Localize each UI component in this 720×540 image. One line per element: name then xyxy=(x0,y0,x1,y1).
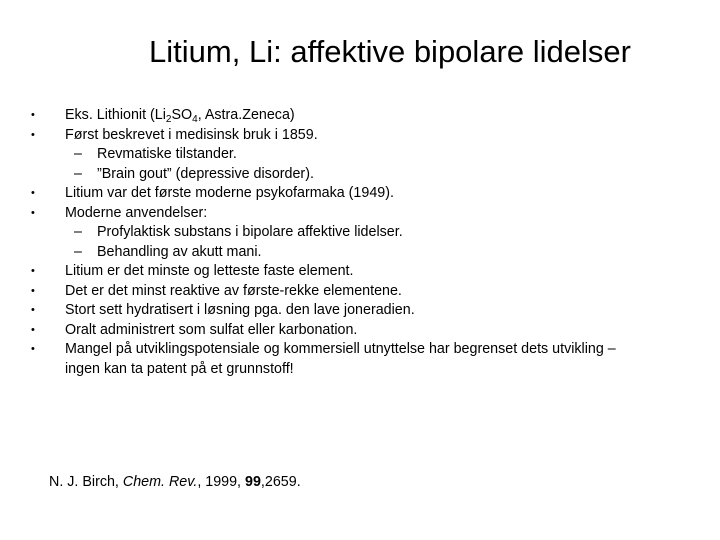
bullet-marker: • xyxy=(31,343,35,355)
list-item xyxy=(0,183,720,203)
list-item xyxy=(0,339,720,359)
list-item xyxy=(0,144,720,164)
text-part: Eks. Lithionit (Li xyxy=(65,107,166,123)
list-item-text: ”Brain gout” (depressive disorder). xyxy=(97,165,314,182)
list-item xyxy=(0,222,720,242)
slide-title: Litium, Li: affektive bipolare lidelser xyxy=(149,34,631,69)
list-item-text: Først beskrevet i medisinsk bruk i 1859. xyxy=(65,126,318,143)
dash-marker: – xyxy=(74,165,82,182)
list-item-text xyxy=(65,105,295,125)
list-item xyxy=(0,320,720,340)
text-part: , Astra.Zeneca) xyxy=(197,107,295,123)
bullet-marker: • xyxy=(31,128,35,141)
list-item-text: Profylaktisk substans i bipolare affektive lidelser. xyxy=(97,224,403,240)
citation-year: , 1999, xyxy=(197,474,246,490)
list-item xyxy=(0,261,720,281)
bullet-marker: • xyxy=(31,284,35,297)
list-item-text: Moderne anvendelser: xyxy=(65,204,208,221)
list-item xyxy=(0,300,720,320)
citation-authors: N. J. Birch, xyxy=(49,474,123,490)
bullet-marker: • xyxy=(31,323,35,336)
list-item-text: Det er det minst reaktive av første-rekke elementene. xyxy=(65,282,402,299)
list-item xyxy=(0,242,720,262)
list-item xyxy=(0,203,720,223)
list-item xyxy=(0,359,720,379)
list-item-text: ingen kan ta patent på et grunnstoff! xyxy=(65,360,294,377)
citation xyxy=(49,472,301,492)
dash-marker: – xyxy=(74,243,82,260)
list-item-text: Litium var det første moderne psykofarmaka (1949). xyxy=(65,185,394,201)
list-item-text: Litium er det minste og letteste faste element. xyxy=(65,263,354,279)
list-item xyxy=(0,164,720,184)
list-item-text: Behandling av akutt mani. xyxy=(97,243,262,260)
bullet-marker: • xyxy=(31,265,35,277)
subscript: 4 xyxy=(192,114,198,125)
citation-pages: ,2659. xyxy=(260,474,301,490)
bullet-marker: • xyxy=(31,304,35,316)
citation-volume: 99 xyxy=(245,474,261,490)
list-item-text: Oralt administrert som sulfat eller karbonation. xyxy=(65,321,358,338)
text-part: SO xyxy=(171,107,193,123)
list-item xyxy=(0,105,720,125)
list-item-text: Stort sett hydratisert i løsning pga. den lave joneradien. xyxy=(65,302,415,318)
citation-journal: Chem. Rev. xyxy=(122,474,198,490)
dash-marker: – xyxy=(74,146,82,162)
dash-marker: – xyxy=(74,224,82,240)
subscript: 2 xyxy=(165,114,172,125)
bullet-marker: • xyxy=(31,187,35,199)
bullet-marker: • xyxy=(31,206,35,219)
list-item xyxy=(0,125,720,145)
list-item xyxy=(0,281,720,301)
list-item-text: Mangel på utviklingspotensiale og kommersiell utnyttelse har begrenset dets utvikling – xyxy=(65,341,616,357)
bullet-marker: • xyxy=(31,109,35,121)
list-item-text: Revmatiske tilstander. xyxy=(97,146,237,162)
